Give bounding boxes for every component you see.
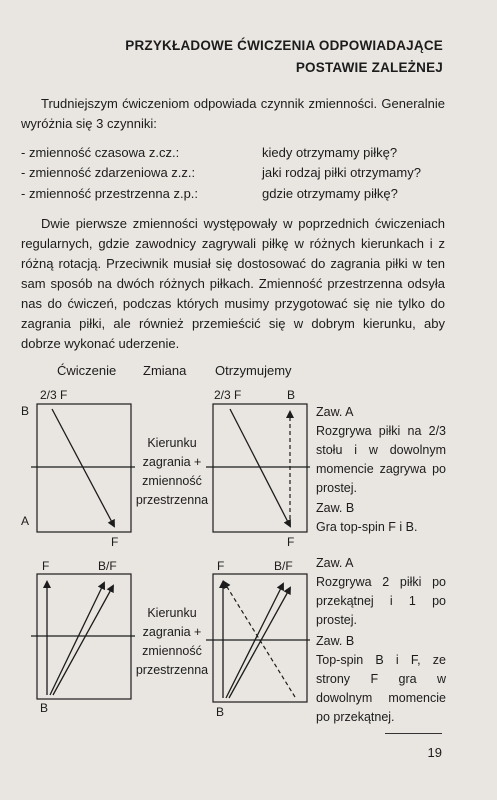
- player-a-note-2: Zaw. A Rozgrywa 2 piłki po przekątnej i 1 po prostej.: [316, 556, 446, 627]
- factor-question: kiedy otrzymamy piłkę?: [262, 145, 398, 160]
- player-b-note-2: Zaw. B Top-spin B i F, ze strony F gra w dowolnym momencie po przekątnej.: [316, 634, 446, 724]
- column-header-result: Otrzymujemy: [215, 363, 292, 378]
- ball-path-arrow: [50, 583, 104, 695]
- factor-name: - zmienność przestrzenna z.p.:: [21, 186, 199, 201]
- diagram-label: B: [40, 701, 49, 715]
- ball-path-arrow: [53, 586, 113, 695]
- diagram-label: B/F: [274, 559, 293, 573]
- diagram-label: B: [216, 705, 225, 719]
- player-a-note-1: Zaw. A Rozgrywa piłki na 2/3 stołu i w dowolnym momencie zagrywa po prostej.: [316, 405, 446, 495]
- table-diagram-1-result: [206, 404, 310, 532]
- diagram-label: 2/3 F: [40, 388, 68, 402]
- table-diagram-1-exercise: [31, 404, 135, 532]
- column-header-change: Zmiana: [143, 363, 187, 378]
- intro-paragraph: Trudniejszym ćwiczeniom odpowiada czynnik zmienności. Generalnie wyróżnia się 3 czynniki:: [21, 96, 445, 131]
- diagram-label: B: [21, 404, 30, 418]
- body-paragraph: Dwie pierwsze zmienności występowały w poprzednich ćwiczeniach regularnych, gdzie zawodnicy zagrywali piłkę w różnych kierunkach i z różną rotacją. Przeciwnik musiał się dostosować do zagrania piłki w ten sam sposób na dwóch różnych piłkach. Zmienność przestrzenna odsyła nas do ćwiczeń, podczas których musimy przygotować się nie tylko do zagrania piłki, ale również przemieścić się w dobrym kierunku, aby dobrze wykonać uderzenie.: [21, 216, 445, 351]
- diagram-label: 2/3 F: [214, 388, 242, 402]
- diagram-label: F: [287, 535, 295, 549]
- player-b-note-1: Zaw. B Gra top-spin F i B.: [316, 501, 418, 534]
- section-heading-line1: PRZYKŁADOWE ĆWICZENIA ODPOWIADAJĄCE: [125, 38, 443, 53]
- diagram-label: B: [287, 388, 296, 402]
- diagram-label: F: [42, 559, 50, 573]
- footer-rule: [385, 733, 442, 734]
- column-header-exercise: Ćwiczenie: [57, 363, 117, 378]
- diagram-label: A: [21, 514, 30, 528]
- section-heading-line2: POSTAWIE ZALEŻNEJ: [295, 60, 443, 75]
- change-description-1: Kierunku zagrania + zmienność przestrzenna: [135, 436, 209, 507]
- diagram-label: F: [111, 535, 119, 549]
- table-diagram-2-result: [206, 574, 310, 702]
- factor-name: - zmienność zdarzeniowa z.z.:: [21, 165, 196, 180]
- table-diagram-2-exercise: [31, 574, 135, 699]
- change-description-2: Kierunku zagrania + zmienność przestrzenna: [135, 606, 209, 677]
- factor-question: gdzie otrzymamy piłkę?: [262, 186, 398, 201]
- factor-question: jaki rodzaj piłki otrzymamy?: [262, 165, 421, 180]
- diagram-label: F: [217, 559, 225, 573]
- page-number: 19: [427, 745, 442, 760]
- factor-name: - zmienność czasowa z.cz.:: [21, 145, 180, 160]
- ball-path-arrow: [226, 584, 283, 698]
- diagram-label: B/F: [98, 559, 117, 573]
